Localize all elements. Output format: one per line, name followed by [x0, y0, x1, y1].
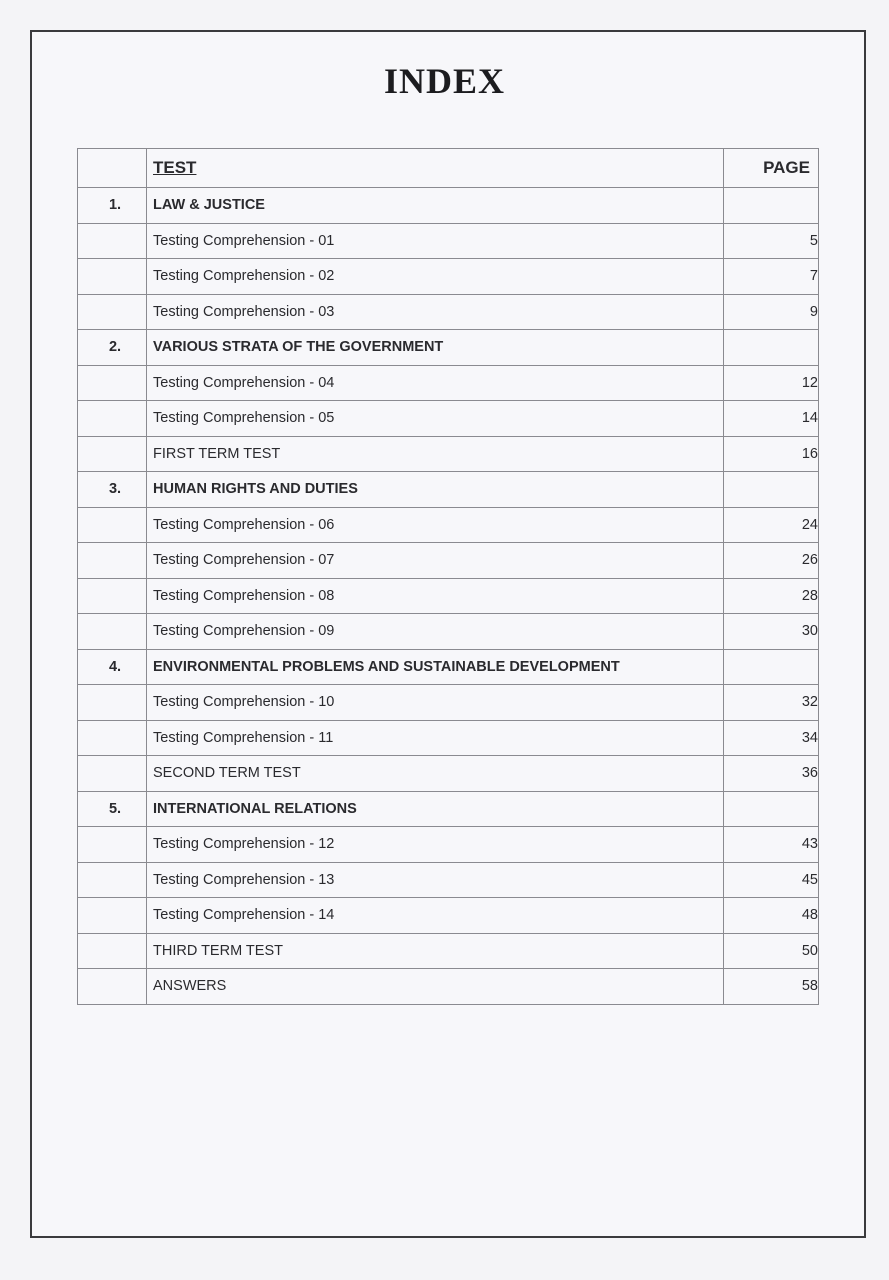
page-number: 30: [724, 614, 819, 650]
section-title: HUMAN RIGHTS AND DUTIES: [147, 472, 724, 508]
entry-title: SECOND TERM TEST: [147, 756, 724, 792]
page-number: 34: [724, 720, 819, 756]
row-number: 5.: [78, 791, 147, 827]
row-number: [78, 933, 147, 969]
page-number: [724, 188, 819, 224]
page-number: 24: [724, 507, 819, 543]
header-number-cell: [78, 149, 147, 188]
row-number: 3.: [78, 472, 147, 508]
section-row: [78, 330, 819, 366]
row-number: [78, 294, 147, 330]
entry-title: ANSWERS: [147, 969, 724, 1005]
page-number: [724, 330, 819, 366]
table-row: [78, 259, 819, 295]
entry-title: Testing Comprehension - 03: [147, 294, 724, 330]
table-row: [78, 898, 819, 934]
page-number: [724, 649, 819, 685]
page-number: 14: [724, 401, 819, 437]
table-row: [78, 969, 819, 1005]
section-title: ENVIRONMENTAL PROBLEMS AND SUSTAINABLE DEVELOPMENT: [147, 649, 724, 685]
entry-title: Testing Comprehension - 07: [147, 543, 724, 579]
page-number: 28: [724, 578, 819, 614]
entry-title: Testing Comprehension - 02: [147, 259, 724, 295]
row-number: [78, 365, 147, 401]
table-row: [78, 436, 819, 472]
entry-title: FIRST TERM TEST: [147, 436, 724, 472]
row-number: 4.: [78, 649, 147, 685]
row-number: [78, 259, 147, 295]
header-test-cell: [147, 149, 724, 188]
row-number: [78, 685, 147, 721]
table-row: [78, 223, 819, 259]
page-number: 36: [724, 756, 819, 792]
table-row: [78, 578, 819, 614]
section-title: VARIOUS STRATA OF THE GOVERNMENT: [147, 330, 724, 366]
table-row: [78, 365, 819, 401]
header-page-label: PAGE: [724, 149, 819, 188]
page-number: 32: [724, 685, 819, 721]
page-number: 26: [724, 543, 819, 579]
index-table: [77, 148, 819, 1005]
section-row: [78, 188, 819, 224]
entry-title: Testing Comprehension - 12: [147, 827, 724, 863]
row-number: [78, 401, 147, 437]
page-number: 43: [724, 827, 819, 863]
section-title: LAW & JUSTICE: [147, 188, 724, 224]
row-number: [78, 543, 147, 579]
table-row: [78, 401, 819, 437]
table-row: [78, 685, 819, 721]
table-row: [78, 756, 819, 792]
row-number: [78, 862, 147, 898]
row-number: [78, 756, 147, 792]
table-row: [78, 294, 819, 330]
entry-title: Testing Comprehension - 04: [147, 365, 724, 401]
row-number: [78, 898, 147, 934]
page-number: 45: [724, 862, 819, 898]
entry-title: Testing Comprehension - 10: [147, 685, 724, 721]
row-number: [78, 436, 147, 472]
page-number: 12: [724, 365, 819, 401]
page-number: [724, 791, 819, 827]
entry-title: Testing Comprehension - 14: [147, 898, 724, 934]
page-number: 16: [724, 436, 819, 472]
row-number: [78, 969, 147, 1005]
section-title: INTERNATIONAL RELATIONS: [147, 791, 724, 827]
entry-title: THIRD TERM TEST: [147, 933, 724, 969]
table-row: [78, 933, 819, 969]
entry-title: Testing Comprehension - 13: [147, 862, 724, 898]
page-number: 5: [724, 223, 819, 259]
row-number: [78, 614, 147, 650]
entry-title: Testing Comprehension - 08: [147, 578, 724, 614]
entry-title: Testing Comprehension - 01: [147, 223, 724, 259]
section-row: [78, 791, 819, 827]
section-row: [78, 649, 819, 685]
table-row: [78, 720, 819, 756]
row-number: 1.: [78, 188, 147, 224]
row-number: 2.: [78, 330, 147, 366]
row-number: [78, 223, 147, 259]
entry-title: Testing Comprehension - 11: [147, 720, 724, 756]
header-test-label: TEST: [153, 158, 197, 177]
row-number: [78, 578, 147, 614]
page-number: [724, 472, 819, 508]
table-row: [78, 543, 819, 579]
table-row: [78, 827, 819, 863]
page-number: 50: [724, 933, 819, 969]
entry-title: Testing Comprehension - 05: [147, 401, 724, 437]
table-header-row: [78, 149, 819, 188]
section-row: [78, 472, 819, 508]
row-number: [78, 827, 147, 863]
entry-title: Testing Comprehension - 06: [147, 507, 724, 543]
page-title: INDEX: [383, 61, 505, 101]
row-number: [78, 720, 147, 756]
row-number: [78, 507, 147, 543]
table-row: [78, 614, 819, 650]
table-row: [78, 507, 819, 543]
page-number: 58: [724, 969, 819, 1005]
entry-title: Testing Comprehension - 09: [147, 614, 724, 650]
page-number: 48: [724, 898, 819, 934]
page-number: 9: [724, 294, 819, 330]
table-row: [78, 862, 819, 898]
page-number: 7: [724, 259, 819, 295]
